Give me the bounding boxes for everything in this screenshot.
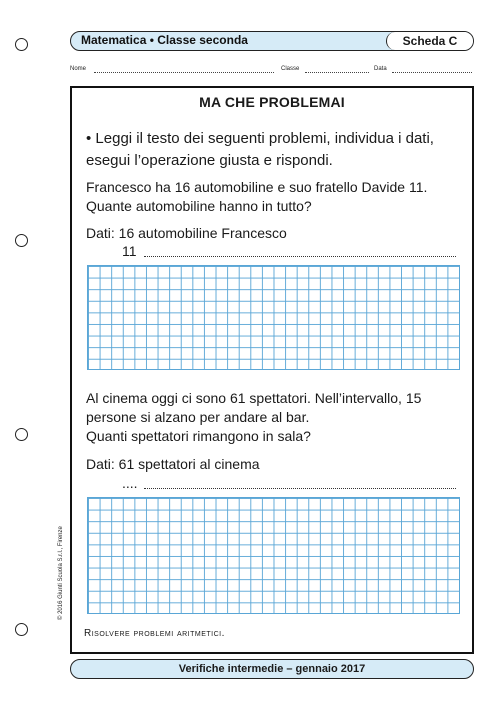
binder-hole-4 bbox=[15, 623, 28, 636]
class-label: Classe bbox=[281, 66, 300, 72]
binder-hole-3 bbox=[15, 428, 28, 441]
problem1-data-blank[interactable] bbox=[144, 255, 456, 257]
copyright-text: © 2016 Giunti Scuola S.r.l., Firenze bbox=[58, 526, 64, 620]
worksheet-title: MA CHE PROBLEMAI bbox=[199, 94, 345, 110]
problem2-data-line2-prefix: .... bbox=[122, 475, 138, 491]
class-field[interactable] bbox=[305, 71, 369, 73]
problem1-text-line1: Francesco ha 16 automobiline e suo fratello Davide 11. bbox=[86, 179, 428, 195]
problem2-text-line2: persone si alzano per andare al bar. bbox=[86, 409, 310, 425]
footer-bar: Verifiche intermedie – gennaio 2017 bbox=[70, 659, 474, 679]
date-field[interactable] bbox=[392, 71, 472, 73]
problem2-text-line3: Quanti spettatori rimangono in sala? bbox=[86, 428, 311, 444]
learning-objective: Risolvere problemi aritmetici. bbox=[84, 628, 225, 639]
header-bar bbox=[70, 31, 474, 51]
binder-hole-1 bbox=[15, 38, 28, 51]
date-label: Data bbox=[374, 66, 387, 72]
problem1-text-line2: Quante automobiline hanno in tutto? bbox=[86, 198, 312, 214]
problem2-data-blank[interactable] bbox=[144, 487, 456, 489]
binder-hole-2 bbox=[15, 234, 28, 247]
worksheet-card bbox=[70, 86, 474, 654]
problem2-text-line1: Al cinema oggi ci sono 61 spettatori. Nell’intervallo, 15 bbox=[86, 390, 422, 406]
instruction-text: • Leggi il testo dei seguenti problemi, individua i dati, esegui l’operazione giusta e rispondi. bbox=[86, 130, 434, 169]
name-field[interactable] bbox=[94, 71, 274, 73]
sheet-label: Scheda C bbox=[386, 32, 473, 50]
problem1-data-line1: Dati: 16 automobiline Francesco bbox=[86, 225, 287, 241]
name-label: Nome bbox=[70, 66, 87, 72]
problem2-data-line1: Dati: 61 spettatori al cinema bbox=[86, 456, 260, 472]
problem1-data-line2-prefix: 11 bbox=[122, 243, 137, 259]
student-fields bbox=[70, 66, 472, 78]
problem1-grid[interactable] bbox=[87, 265, 460, 370]
subject-label: Matematica • Classe seconda bbox=[81, 33, 248, 47]
problem2-grid[interactable] bbox=[87, 497, 460, 614]
